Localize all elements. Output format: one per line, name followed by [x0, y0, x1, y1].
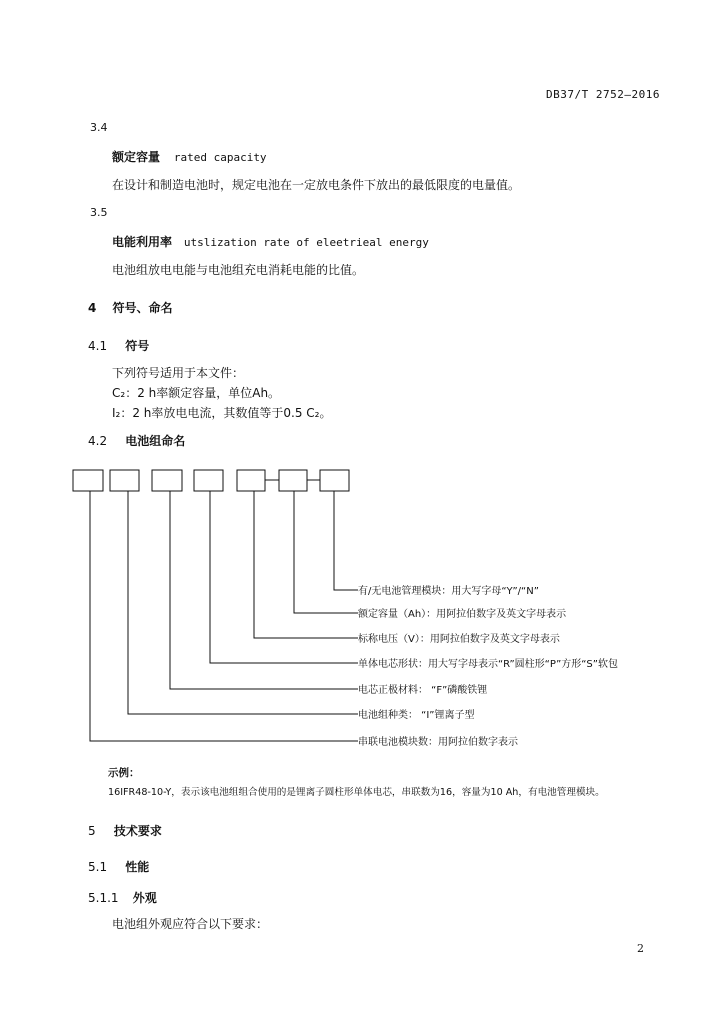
- heading-title: 符号: [125, 339, 150, 353]
- heading-number: 5.1: [88, 860, 108, 874]
- name-box-3: [152, 470, 182, 491]
- section-heading-5: [88, 822, 162, 839]
- name-box-4: [194, 470, 223, 491]
- section-heading-5-1: [88, 858, 149, 875]
- term-zh: 电能利用率: [112, 235, 173, 249]
- document-code: DB37/T 2752—2016: [546, 88, 660, 101]
- name-box-1: [73, 470, 103, 491]
- page-number: 2: [637, 942, 644, 955]
- heading-number: 4.1: [88, 339, 108, 353]
- heading-title: 技术要求: [113, 824, 162, 838]
- section-number-3-4: 3.4: [90, 121, 108, 134]
- diagram-label-capacity: 额定容量（Ah）：用阿拉伯数字及英文字母表示: [358, 609, 567, 620]
- heading-title: 性能: [125, 860, 150, 874]
- example-text: 16IFR48-10-Y，表示该电池组组合使用的是锂离子圆柱形单体电芯，串联数为16，容量为10 Ah，有电池管理模块。: [108, 787, 605, 798]
- symbols-intro: 下列符号适用于本文件：: [112, 366, 245, 380]
- section-number-3-5: 3.5: [90, 206, 108, 219]
- heading-number: 5: [88, 824, 96, 838]
- leader-line-7: [90, 491, 358, 741]
- section-heading-5-1-1: [88, 889, 157, 906]
- diagram-label-type: 电池组种类： “I”锂离子型: [358, 710, 475, 721]
- heading-title: 电池组命名: [125, 434, 186, 448]
- term-zh: 额定容量: [112, 150, 161, 164]
- leader-line-4: [210, 491, 358, 663]
- symbol-i2: I₂：2 h率放电电流，其数值等于0.5 C₂。: [112, 406, 332, 420]
- name-box-2: [110, 470, 139, 491]
- heading-title: 符号、命名: [112, 301, 173, 315]
- definition-rated-capacity: 在设计和制造电池时，规定电池在一定放电条件下放出的最低限度的电量值。: [112, 178, 521, 192]
- leader-line-2: [294, 491, 358, 613]
- diagram-label-cathode: 电芯正极材料： “F”磷酸铁锂: [358, 685, 488, 696]
- leader-line-1: [334, 491, 358, 590]
- symbol-c2: C₂：2 h率额定容量，单位Ah。: [112, 386, 281, 400]
- example-title: 示例：: [108, 767, 140, 779]
- diagram-label-voltage: 标称电压（V）：用阿拉伯数字及英文字母表示: [358, 634, 560, 645]
- heading-title: 外观: [132, 891, 157, 905]
- leader-line-6: [128, 491, 358, 714]
- heading-number: 5.1.1: [88, 891, 119, 905]
- term-en: rated capacity: [173, 151, 267, 164]
- term-en: utslization rate of eleetrieal energy: [183, 236, 429, 249]
- diagram-label-bms: 有/无电池管理模块：用大写字母“Y”/“N”: [358, 586, 539, 597]
- name-box-7: [320, 470, 349, 491]
- leader-line-3: [254, 491, 358, 638]
- leader-line-5: [170, 491, 358, 689]
- diagram-label-cell-shape: 单体电芯形状：用大写字母表示“R”圆柱形“P”方形“S”软包: [358, 659, 618, 670]
- appearance-requirements-intro: 电池组外观应符合以下要求：: [112, 917, 269, 931]
- name-box-6: [279, 470, 307, 491]
- heading-number: 4.2: [88, 434, 108, 448]
- heading-number: 4: [88, 301, 97, 315]
- diagram-label-series: 串联电池模块数：用阿拉伯数字表示: [358, 737, 518, 748]
- name-box-5: [237, 470, 265, 491]
- definition-energy-utilization: 电池组放电电能与电池组充电消耗电能的比值。: [112, 263, 365, 277]
